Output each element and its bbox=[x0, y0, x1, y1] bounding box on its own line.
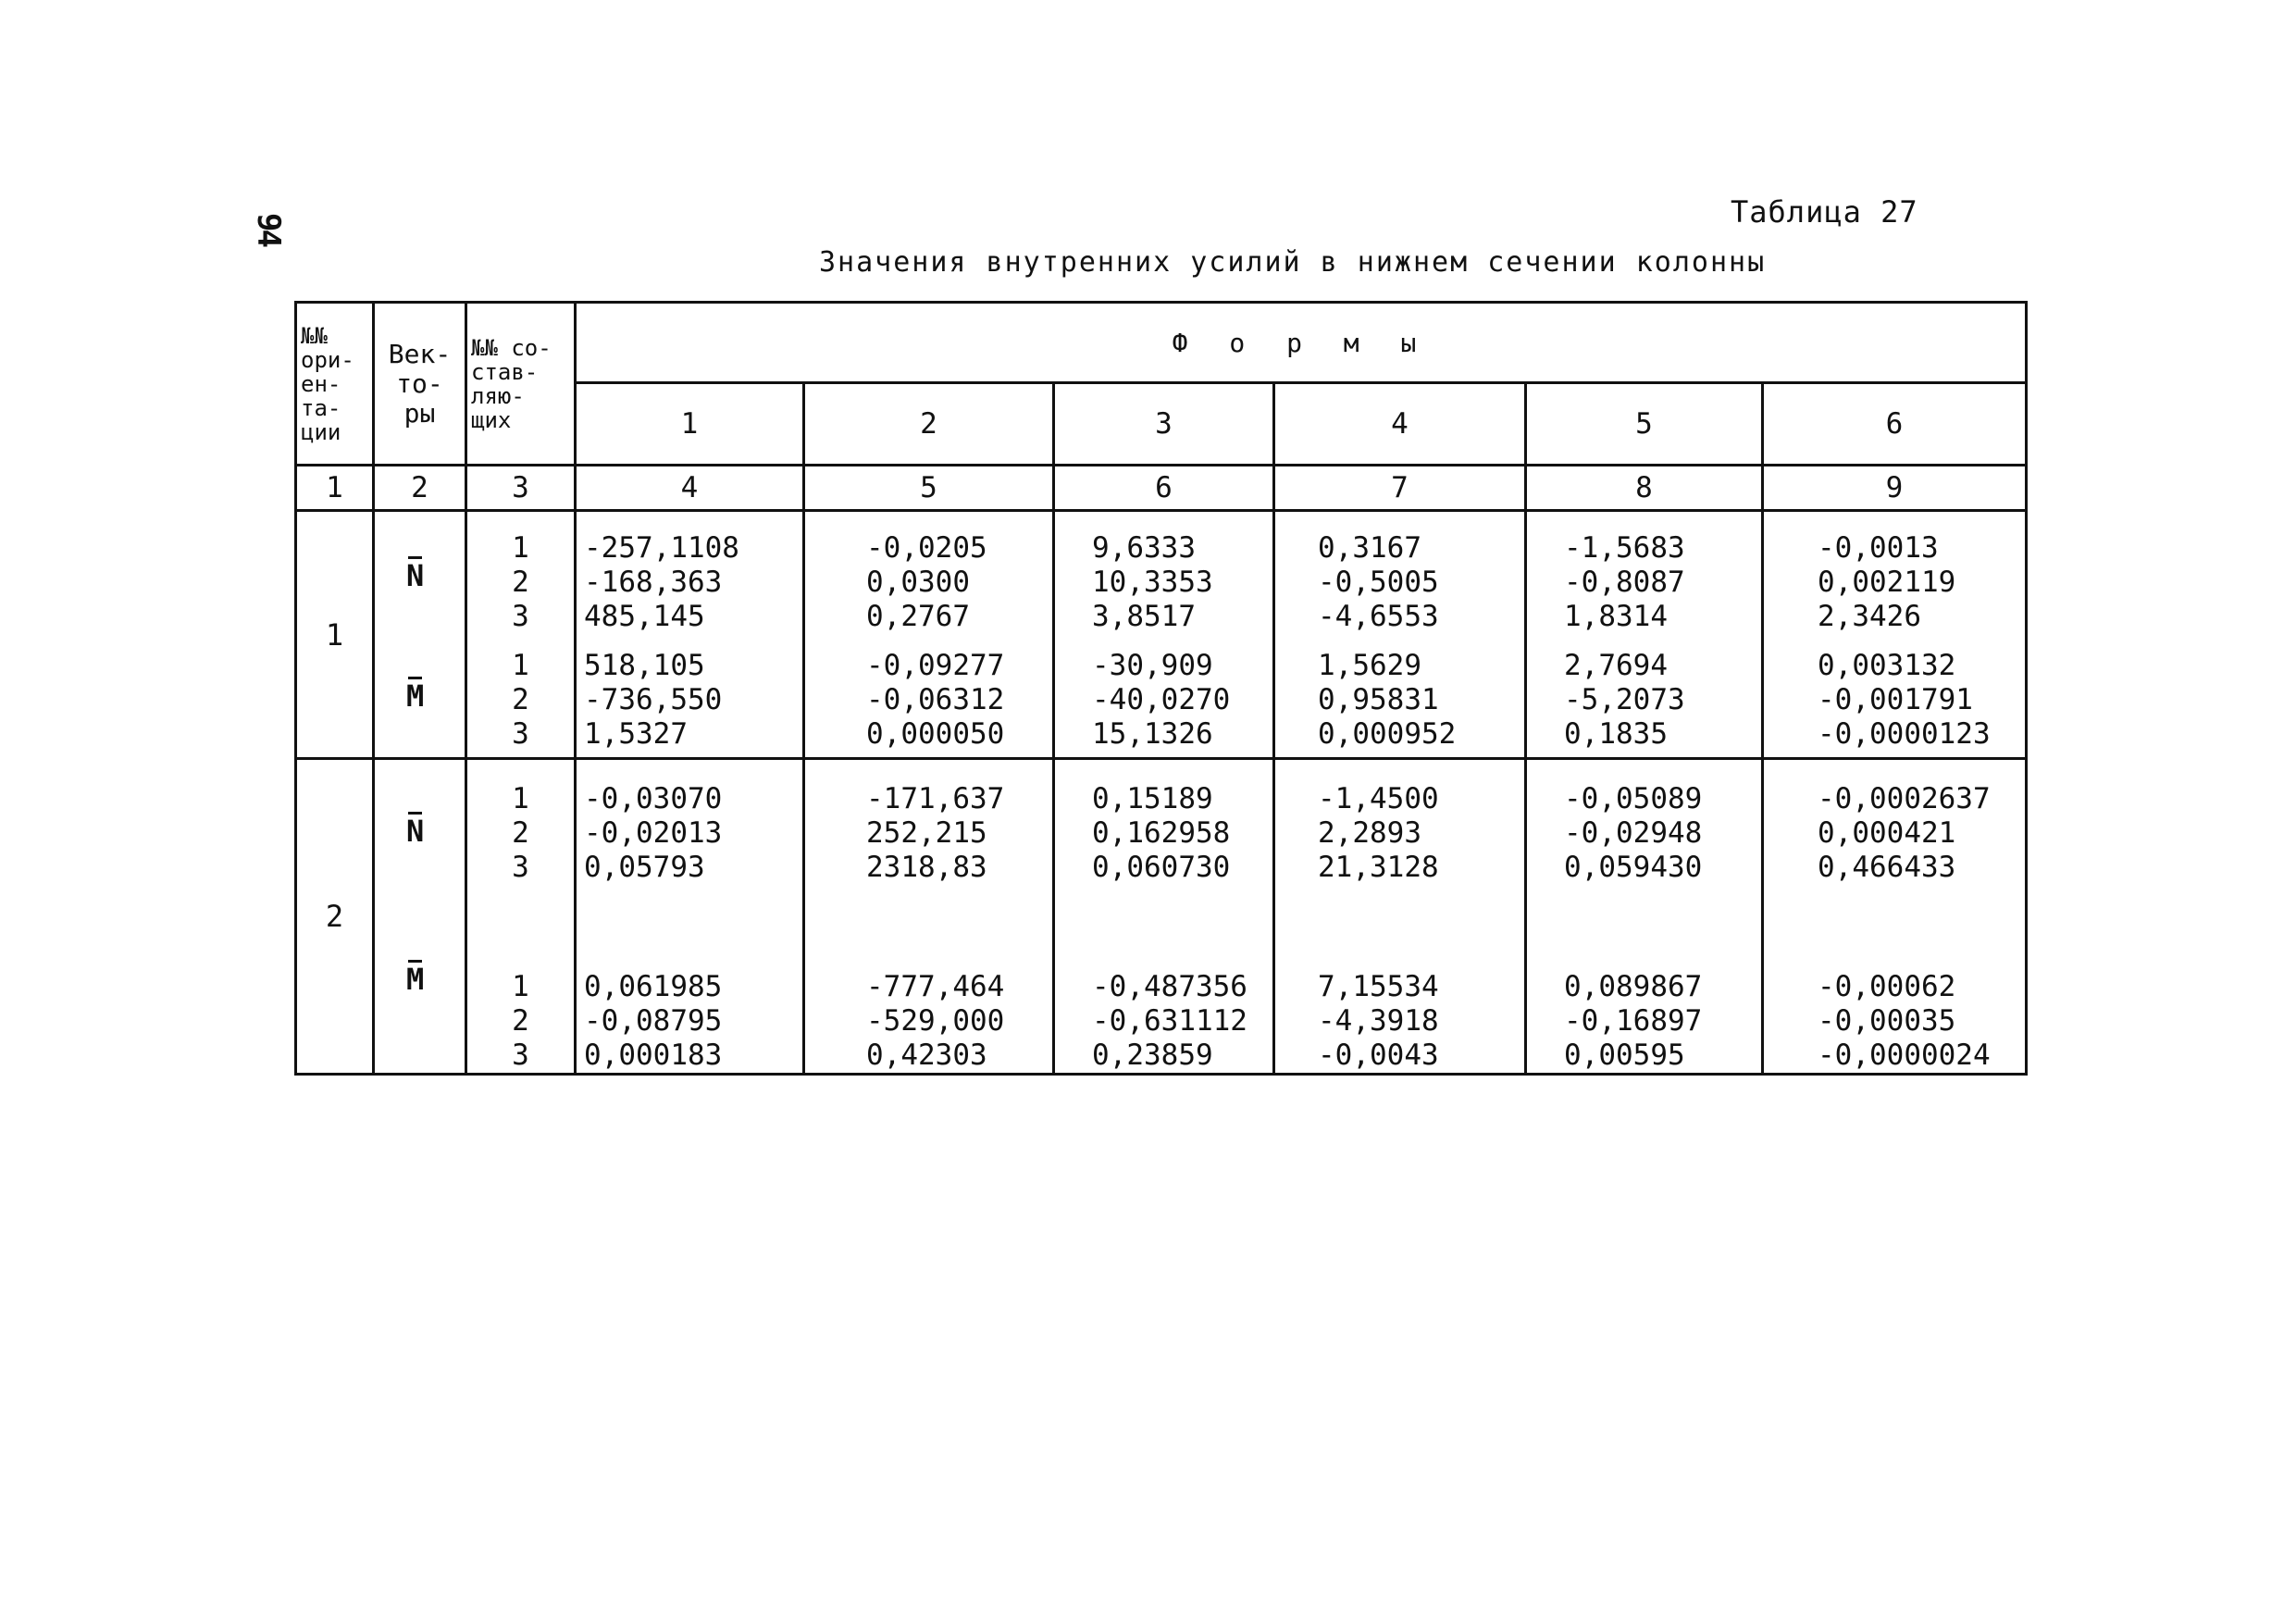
force-value: -0,09277 bbox=[866, 648, 1005, 682]
component-number: 1 bbox=[512, 970, 529, 1003]
table-title: Значения внутренних усилий в нижнем сечении колонны bbox=[819, 246, 1767, 279]
column-number: 2 bbox=[374, 466, 466, 511]
force-value: -171,637 bbox=[866, 782, 1005, 815]
form-6-values bbox=[1763, 759, 2027, 1075]
force-value: 21,3128 bbox=[1318, 851, 1439, 884]
vector-cell bbox=[374, 759, 466, 1075]
column-number: 1 bbox=[296, 466, 374, 511]
column-number-row bbox=[296, 466, 2027, 511]
force-value: 0,95831 bbox=[1318, 682, 1439, 716]
component-number: 3 bbox=[512, 716, 529, 751]
components-cell bbox=[466, 511, 576, 759]
force-value: -0,05089 bbox=[1564, 782, 1703, 815]
force-value: 2,7694 bbox=[1564, 648, 1668, 682]
vector-n: N bbox=[406, 814, 425, 849]
force-value: -4,3918 bbox=[1318, 1004, 1439, 1038]
component-number: 1 bbox=[512, 648, 529, 682]
force-value: -30,909 bbox=[1092, 648, 1213, 682]
force-value: 0,05793 bbox=[584, 851, 705, 884]
form-4-values bbox=[1274, 511, 1526, 759]
force-value: 7,15534 bbox=[1318, 970, 1439, 1003]
force-value: -0,03070 bbox=[584, 782, 723, 815]
force-value: -5,2073 bbox=[1564, 682, 1685, 716]
force-value: -0,631112 bbox=[1092, 1004, 1247, 1038]
force-value: 0,000050 bbox=[866, 716, 1005, 751]
force-value: -736,550 bbox=[584, 682, 723, 716]
force-value: -0,8087 bbox=[1564, 565, 1685, 599]
force-value: 518,105 bbox=[584, 648, 705, 682]
force-value: 485,145 bbox=[584, 599, 705, 633]
force-value: 0,089867 bbox=[1564, 970, 1703, 1003]
header-orientation: №№ ори- ен- та- ции bbox=[296, 303, 374, 466]
component-number: 2 bbox=[512, 816, 529, 850]
force-value: 0,003132 bbox=[1818, 648, 1956, 682]
form-number: 3 bbox=[1054, 383, 1274, 466]
force-value: -168,363 bbox=[584, 565, 723, 599]
form-number: 4 bbox=[1274, 383, 1526, 466]
force-value: -0,06312 bbox=[866, 682, 1005, 716]
force-value: 0,23859 bbox=[1092, 1039, 1213, 1072]
column-number: 9 bbox=[1763, 466, 2027, 511]
vector-n: N bbox=[406, 558, 425, 593]
force-value: 0,000952 bbox=[1318, 716, 1457, 751]
orientation-number: 1 bbox=[296, 511, 374, 759]
force-value: -0,00062 bbox=[1818, 970, 1956, 1003]
force-value: 0,162958 bbox=[1092, 816, 1231, 850]
component-number: 3 bbox=[512, 599, 529, 633]
orientation-row bbox=[296, 511, 2027, 759]
form-number: 2 bbox=[804, 383, 1054, 466]
column-number: 5 bbox=[804, 466, 1054, 511]
form-number: 6 bbox=[1763, 383, 2027, 466]
force-value: -529,000 bbox=[866, 1004, 1005, 1038]
header-forms: Ф о р м ы bbox=[576, 303, 2027, 383]
column-number: 7 bbox=[1274, 466, 1526, 511]
force-value: 2,2893 bbox=[1318, 816, 1421, 850]
component-number: 2 bbox=[512, 1004, 529, 1038]
column-number: 4 bbox=[576, 466, 804, 511]
force-value: 0,000183 bbox=[584, 1039, 723, 1072]
force-value: -0,001791 bbox=[1818, 682, 1973, 716]
force-value: -0,0013 bbox=[1818, 530, 1939, 565]
force-value: -0,02013 bbox=[584, 816, 723, 850]
force-value: -0,0000123 bbox=[1818, 716, 1991, 751]
force-value: 3,8517 bbox=[1092, 599, 1196, 633]
form-2-values bbox=[804, 511, 1054, 759]
forces-table bbox=[294, 301, 2028, 1076]
force-value: -0,0043 bbox=[1318, 1039, 1439, 1072]
force-value: 0,3167 bbox=[1318, 530, 1421, 565]
force-value: -0,02948 bbox=[1564, 816, 1703, 850]
component-number: 3 bbox=[512, 851, 529, 884]
form-1-values bbox=[576, 511, 804, 759]
form-1-values bbox=[576, 759, 804, 1075]
component-number: 1 bbox=[512, 530, 529, 565]
force-value: -0,5005 bbox=[1318, 565, 1439, 599]
force-value: -0,08795 bbox=[584, 1004, 723, 1038]
force-value: -4,6553 bbox=[1318, 599, 1439, 633]
force-value: -0,0000024 bbox=[1818, 1039, 1991, 1072]
force-value: 1,5327 bbox=[584, 716, 688, 751]
force-value: 0,00595 bbox=[1564, 1039, 1685, 1072]
force-value: -1,5683 bbox=[1564, 530, 1685, 565]
force-value: 0,2767 bbox=[866, 599, 970, 633]
force-value: 252,215 bbox=[866, 816, 987, 850]
component-number: 1 bbox=[512, 782, 529, 815]
vector-cell bbox=[374, 511, 466, 759]
force-value: -0,00035 bbox=[1818, 1004, 1956, 1038]
force-value: 0,059430 bbox=[1564, 851, 1703, 884]
components-cell bbox=[466, 759, 576, 1075]
header-row bbox=[296, 303, 2027, 383]
table-body bbox=[296, 303, 2027, 1075]
column-number: 6 bbox=[1054, 466, 1274, 511]
orientation-number: 2 bbox=[296, 759, 374, 1075]
force-value: 2318,83 bbox=[866, 851, 987, 884]
force-value: -0,487356 bbox=[1092, 970, 1247, 1003]
form-number: 5 bbox=[1526, 383, 1763, 466]
force-value: -1,4500 bbox=[1318, 782, 1439, 815]
force-value: 0,466433 bbox=[1818, 851, 1956, 884]
force-value: -0,0205 bbox=[866, 530, 987, 565]
force-value: -257,1108 bbox=[584, 530, 739, 565]
page-number: 94 bbox=[250, 213, 287, 245]
form-3-values bbox=[1054, 511, 1274, 759]
force-value: 1,8314 bbox=[1564, 599, 1668, 633]
force-value: 0,002119 bbox=[1818, 565, 1956, 599]
force-value: 2,3426 bbox=[1818, 599, 1921, 633]
force-value: -0,0002637 bbox=[1818, 782, 1991, 815]
force-value: -777,464 bbox=[866, 970, 1005, 1003]
force-value: 15,1326 bbox=[1092, 716, 1213, 751]
component-number: 2 bbox=[512, 682, 529, 716]
column-number: 3 bbox=[466, 466, 576, 511]
component-number: 3 bbox=[512, 1039, 529, 1072]
force-value: 10,3353 bbox=[1092, 565, 1213, 599]
force-value: -0,16897 bbox=[1564, 1004, 1703, 1038]
force-value: 9,6333 bbox=[1092, 530, 1196, 565]
form-6-values bbox=[1763, 511, 2027, 759]
force-value: 1,5629 bbox=[1318, 648, 1421, 682]
form-5-values bbox=[1526, 759, 1763, 1075]
force-value: 0,1835 bbox=[1564, 716, 1668, 751]
vector-m: M bbox=[406, 678, 425, 714]
force-value: 0,0300 bbox=[866, 565, 970, 599]
form-2-values bbox=[804, 759, 1054, 1075]
table-label: Таблица 27 bbox=[1731, 194, 1918, 230]
force-value: 0,15189 bbox=[1092, 782, 1213, 815]
force-value: 0,42303 bbox=[866, 1039, 987, 1072]
vector-m: M bbox=[406, 962, 425, 997]
form-5-values bbox=[1526, 511, 1763, 759]
form-3-values bbox=[1054, 759, 1274, 1075]
force-value: 0,000421 bbox=[1818, 816, 1956, 850]
component-number: 2 bbox=[512, 565, 529, 599]
header-components: №№ со- став- ляю- щих bbox=[466, 303, 576, 466]
orientation-row bbox=[296, 759, 2027, 1075]
force-value: -40,0270 bbox=[1092, 682, 1231, 716]
form-4-values bbox=[1274, 759, 1526, 1075]
form-number: 1 bbox=[576, 383, 804, 466]
force-value: 0,060730 bbox=[1092, 851, 1231, 884]
force-value: 0,061985 bbox=[584, 970, 723, 1003]
header-vectors: Век- то- ры bbox=[374, 303, 466, 466]
column-number: 8 bbox=[1526, 466, 1763, 511]
